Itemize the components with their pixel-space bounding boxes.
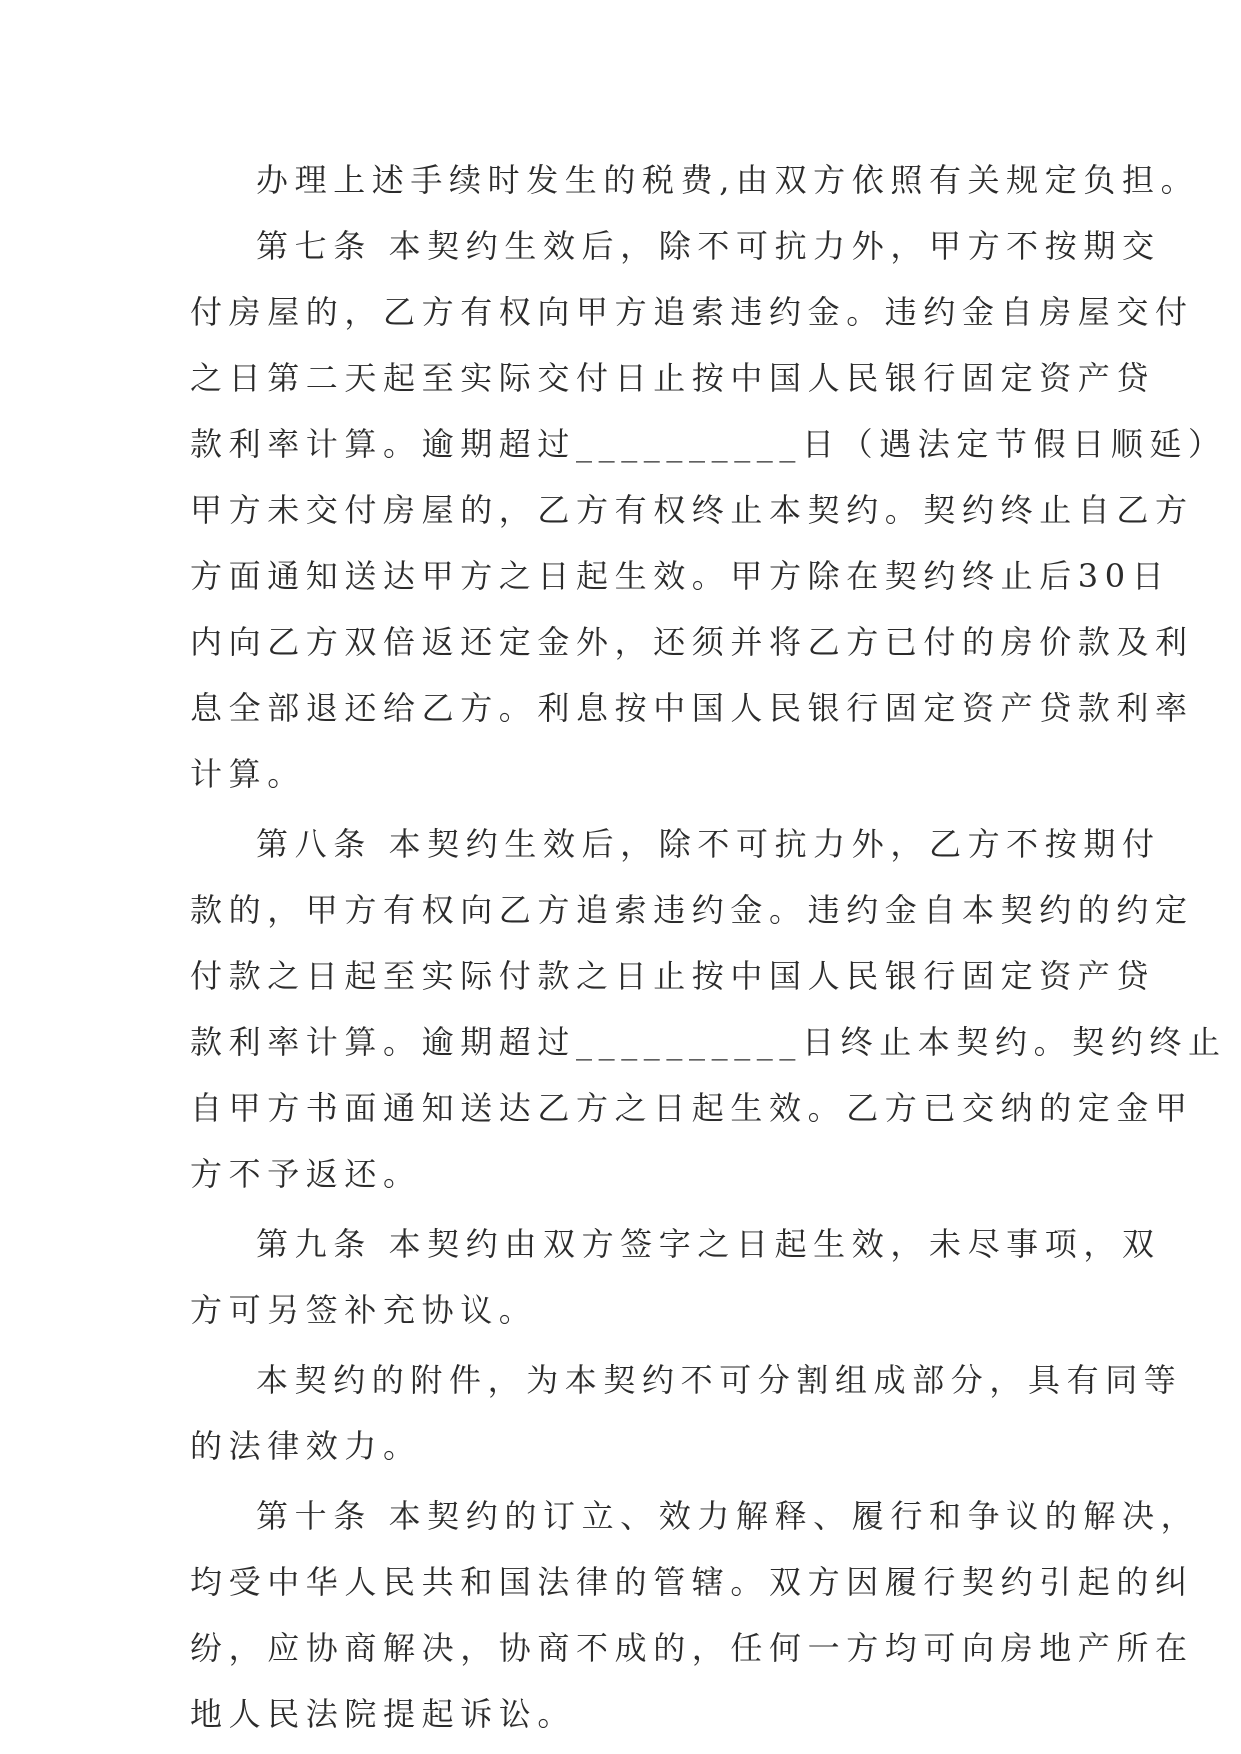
article-10-line: 地人民法院提起诉讼。 xyxy=(190,1695,577,1733)
article-9-line: 方可另签补充协议。 xyxy=(190,1291,538,1329)
article-7-line: 甲方未交付房屋的，乙方有权终止本契约。契约终止自乙方 xyxy=(190,491,1194,529)
article-8-line: 款的，甲方有权向乙方追索违约金。违约金自本契约的约定 xyxy=(190,891,1194,929)
article-9-line: 第九条 本契约由双方签字之日起生效，未尽事项，双 xyxy=(256,1225,1161,1263)
document-body xyxy=(190,160,1227,1734)
article-8-line: 方不予返还。 xyxy=(190,1155,422,1193)
article-8-line: 第八条 本契约生效后，除不可抗力外，乙方不按期付 xyxy=(256,825,1161,863)
paragraph-line: 办理上述手续时发生的税费,由双方依照有关规定负担。 xyxy=(256,161,1200,199)
article-8-line: 自甲方书面通知送达乙方之日起生效。乙方已交纳的定金甲 xyxy=(190,1089,1194,1127)
article-7-line: 息全部退还给乙方。利息按中国人民银行固定资产贷款利率 xyxy=(190,689,1194,727)
article-7-line: 付房屋的，乙方有权向甲方追索违约金。违约金自房屋交付 xyxy=(190,293,1194,331)
article-7-line: 第七条 本契约生效后，除不可抗力外，甲方不按期交 xyxy=(256,227,1161,265)
article-10-line: 纷，应协商解决，协商不成的，任何一方均可向房地产所在 xyxy=(190,1629,1194,1667)
article-7-line: 之日第二天起至实际交付日止按中国人民银行固定资产贷 xyxy=(190,359,1156,397)
article-10-line: 第十条 本契约的订立、效力解释、履行和争议的解决， xyxy=(256,1497,1200,1535)
article-7-line: 计算。 xyxy=(190,755,306,793)
article-7-line: 内向乙方双倍返还定金外，还须并将乙方已付的房价款及利 xyxy=(190,623,1194,661)
article-10-line: 均受中华人民共和国法律的管辖。双方因履行契约引起的纠 xyxy=(190,1563,1194,1601)
attachment-clause-line: 本契约的附件，为本契约不可分割组成部分，具有同等 xyxy=(256,1361,1183,1399)
article-7-line: 方面通知送达甲方之日起生效。甲方除在契约终止后30日 xyxy=(190,557,1171,595)
article-7-line: 款利率计算。逾期超过__________日（遇法定节假日顺延） xyxy=(190,425,1227,463)
article-8-line: 付款之日起至实际付款之日止按中国人民银行固定资产贷 xyxy=(190,957,1156,995)
attachment-clause-line: 的法律效力。 xyxy=(190,1427,422,1465)
article-8-line: 款利率计算。逾期超过__________日终止本契约。契约终止 xyxy=(190,1023,1227,1061)
